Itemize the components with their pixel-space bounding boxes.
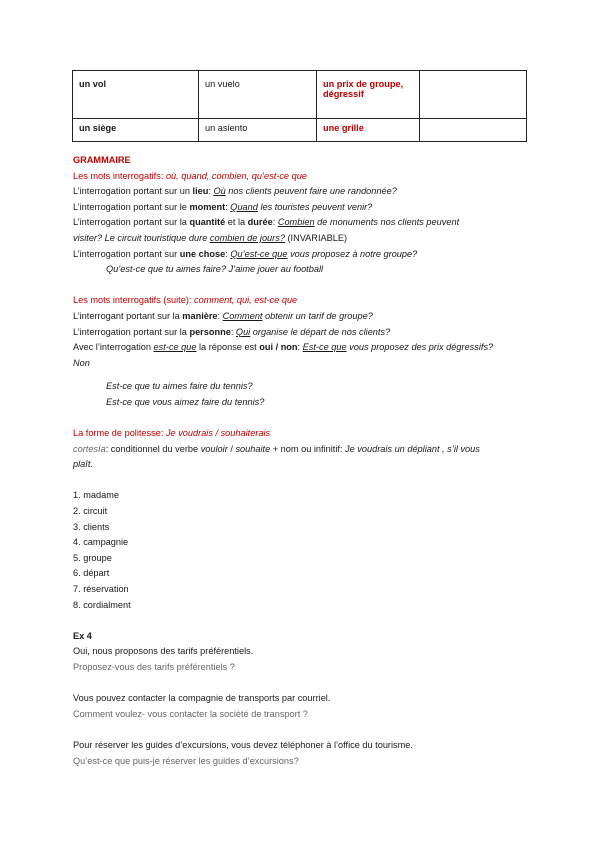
grammar-heading: GRAMMAIRE — [73, 155, 131, 165]
rule-keyword: quantité — [189, 217, 226, 228]
rule-example: les touristes peuvent venir? — [257, 201, 373, 212]
rule-interrogative: Qui — [235, 326, 251, 337]
example-sentence: Qu’est-ce que tu aimes faire? J’aime jouer au football — [106, 264, 324, 275]
table-cell: un vuelo — [199, 71, 317, 119]
rule-text: : — [225, 201, 231, 212]
rule-text: et la — [225, 217, 248, 228]
rule-text: L’interrogation portant sur un — [73, 186, 193, 197]
table-cell: un asiento — [199, 119, 317, 142]
list-item: 7. réservation — [73, 584, 129, 595]
list-item: 5. groupe — [73, 552, 112, 563]
exercise-statement: Oui, nous proposons des tarifs préférentiels. — [73, 646, 254, 657]
exercise-question: Qu’est-ce que puis-je réserver les guides d’excursions? — [73, 755, 299, 766]
section-title-text: Les mots interrogatifs: — [73, 170, 166, 181]
rule-keyword: durée — [247, 217, 273, 228]
rule-text: : — [208, 186, 214, 197]
table-cell: un vol — [73, 71, 199, 119]
rule-keyword: personne — [189, 326, 231, 337]
rule-text: la réponse est — [196, 342, 260, 353]
list-item: 8. cordialment — [73, 599, 131, 610]
rule-text: : — [272, 217, 278, 228]
list-item: 2. circuit — [73, 506, 108, 517]
section-title-interrogatives — [73, 169, 533, 185]
rule-verb: souhaite — [235, 443, 271, 454]
section-title-text: La forme de politesse: — [73, 428, 166, 439]
list-item: 3. clients — [73, 521, 110, 532]
spacer — [73, 722, 533, 738]
rule-line — [73, 442, 533, 458]
rule-text: L’interrogation portant sur la — [73, 326, 190, 337]
rule-keyword: manière — [182, 310, 218, 321]
rule-text: L’interrogation portant sur — [73, 248, 180, 259]
section-title-italic: où, quand, combien, qu’est-ce que — [165, 170, 307, 181]
table-cell — [420, 71, 527, 119]
rule-text: L’interrogation portant sur la — [73, 217, 190, 228]
rule-text: + nom ou infinitif: — [270, 443, 346, 454]
exercise-statement: Vous pouvez contacter la compagnie de transports par courriel. — [73, 693, 331, 704]
rule-example: nos clients peuvent faire une randonnée? — [225, 186, 397, 197]
table-cell: une grille — [317, 119, 420, 142]
rule-interrogative: Qu’est-ce que — [230, 248, 288, 259]
rule-text: L’interrogation portant sur le — [73, 201, 190, 212]
rule-example: organise le départ de nos clients? — [250, 326, 391, 337]
table-row — [73, 119, 527, 142]
example-sentence: Est-ce que vous aimez faire du tennis? — [106, 396, 265, 407]
spacer — [73, 371, 533, 379]
rule-text: L’interrogant portant sur la — [73, 310, 183, 321]
spacer — [73, 473, 533, 489]
rule-text: : conditionnel du verbe — [105, 443, 201, 454]
exercise-question: Proposez-vous des tarifs préférentiels ? — [73, 662, 235, 672]
rule-line — [73, 340, 533, 356]
rule-keyword: une chose — [179, 248, 226, 259]
rule-example: Non — [73, 357, 90, 368]
rule-interrogative: Combien — [277, 217, 315, 228]
document-body — [73, 153, 533, 769]
rule-line — [73, 309, 533, 325]
rule-example: Je voudrais un dépliant , s’il vous — [345, 443, 480, 454]
rule-example: vous proposez des prix dégressifs? — [346, 342, 494, 353]
spacer — [73, 411, 533, 427]
rule-note: (INVARIABLE) — [284, 232, 348, 243]
spacer — [73, 613, 533, 629]
rule-interrogative: combien de jours? — [209, 232, 285, 243]
rule-interrogative: est-ce que — [153, 342, 197, 353]
spacer — [73, 278, 533, 294]
table-cell: un prix de groupe, dégressif — [317, 71, 420, 119]
rule-example: obtenir un tarif de groupe? — [262, 310, 373, 321]
rule-line — [73, 325, 533, 341]
rule-interrogative: Comment — [222, 310, 263, 321]
table-row — [73, 71, 527, 119]
rule-interrogative: Quand — [230, 201, 258, 212]
rule-text: : — [230, 326, 236, 337]
rule-text: : — [225, 248, 231, 259]
section-title-italic: comment, qui, est-ce que — [194, 295, 298, 306]
rule-example: vous proposez à notre groupe? — [287, 248, 418, 259]
rule-example: visiter? Le circuit touristique dure — [73, 232, 210, 243]
rule-keyword: oui / non — [259, 342, 298, 353]
exercise-title: Ex 4 — [73, 630, 92, 641]
spacer — [73, 676, 533, 692]
rule-lead: cortesía — [73, 443, 106, 454]
rule-line — [73, 247, 533, 263]
rule-interrogative: Est-ce que — [302, 342, 347, 353]
example-sentence: Est-ce que tu aimes faire du tennis? — [106, 381, 253, 392]
list-item: 6. départ — [73, 568, 110, 579]
rule-line — [73, 184, 533, 200]
section-title-interrogatives-suite — [73, 293, 533, 309]
exercise-statement: Pour réserver les guides d’excursions, vous devez téléphoner à l’office du tourisme. — [73, 739, 413, 750]
section-title-politeness — [73, 426, 533, 442]
exercise-question: Comment voulez- vous contacter la société de transport ? — [73, 708, 308, 719]
rule-text: : — [297, 342, 303, 353]
table-cell — [420, 119, 527, 142]
vocab-table — [72, 70, 527, 142]
rule-verb: vouloir — [200, 443, 228, 454]
rule-text: : — [217, 310, 223, 321]
rule-line — [73, 231, 533, 247]
rule-keyword: moment — [189, 201, 226, 212]
rule-text: Avec l’interrogation — [73, 342, 154, 353]
rule-interrogative: Où — [213, 186, 226, 197]
list-item: 1. madame — [73, 490, 119, 501]
rule-example: de monuments nos clients peuvent — [314, 217, 460, 228]
rule-example: plaît. — [73, 459, 93, 470]
section-title-italic: Je voudrais / souhaiterais — [165, 428, 271, 439]
rule-text: / — [227, 443, 236, 454]
list-item: 4. campagnie — [73, 537, 129, 548]
rule-line — [73, 215, 533, 231]
rule-line — [73, 200, 533, 216]
table-cell: un siège — [73, 119, 199, 142]
section-title-text: Les mots interrogatifs (suite): — [73, 295, 195, 306]
rule-keyword: lieu — [192, 186, 209, 197]
numbered-list — [73, 488, 533, 613]
